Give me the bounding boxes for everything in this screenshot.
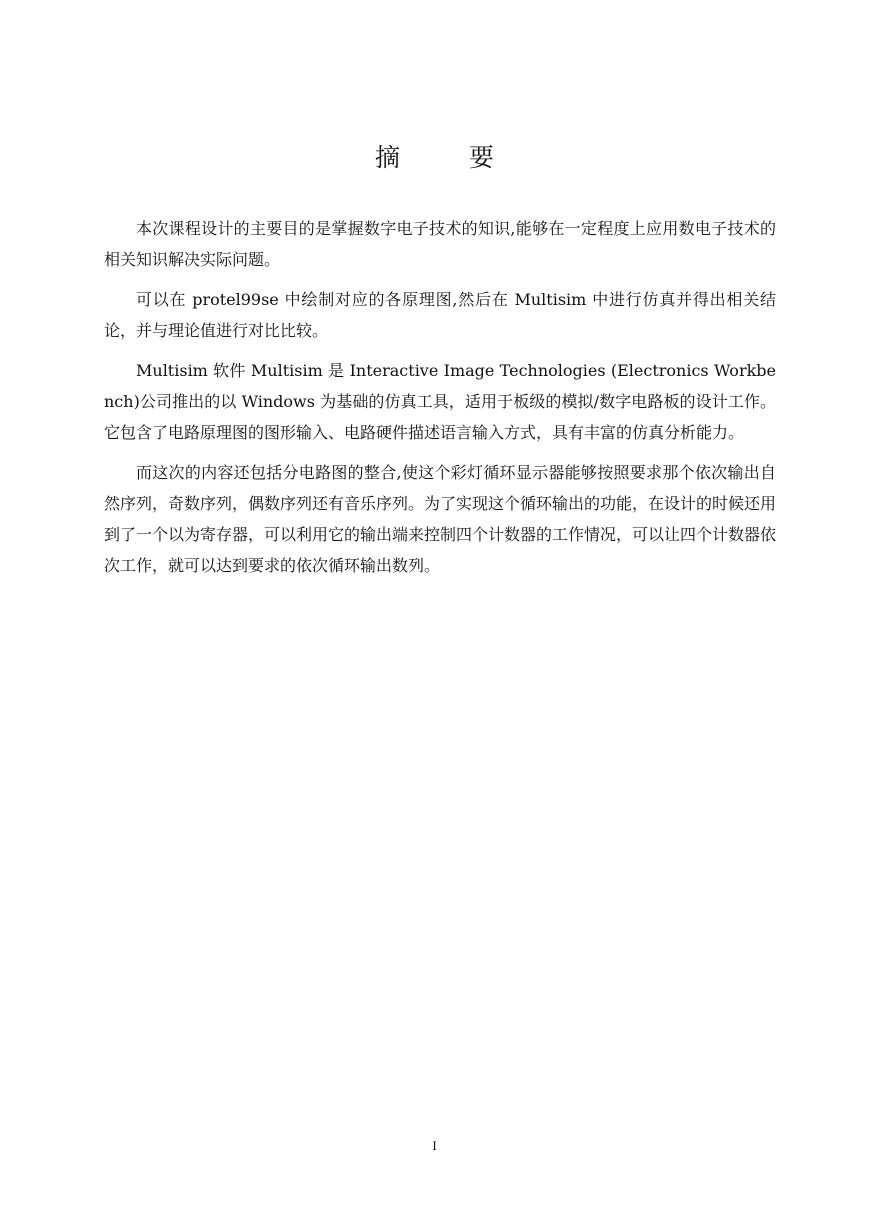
page-number: I: [432, 1138, 437, 1153]
abstract-paragraph-3: Multisim 软件 Multisim 是 Interactive Image Technologies (Electronics Workbench)公司推出的以 Windows 为基础的仿真工具，适用于板级的模拟/数字电路板的设计工作。它包含了电路原理图的图形输入、电路硬件描述语言输入方式，具有丰富的仿真分析能力。: [104, 361, 776, 442]
abstract-title: 摘 要: [374, 143, 516, 172]
abstract-paragraph-4: 而这次的内容还包括分电路图的整合,使这个彩灯循环显示器能够按照要求那个依次输出自然序列，奇数序列，偶数序列还有音乐序列。为了实现这个循环输出的功能，在设计的时候还用到了一个以为寄存器，可以利用它的输出端来控制四个计数器的工作情况，可以让四个计数器依次工作，就可以达到要求的依次循环输出数列。: [104, 463, 777, 575]
abstract-paragraph-2: 可以在 protel99se 中绘制对应的各原理图,然后在 Multisim 中进行仿真并得出相关结论，并与理论值进行对比比较。: [104, 290, 776, 340]
abstract-paragraph-1: 本次课程设计的主要目的是掌握数字电子技术的知识,能够在一定程度上应用数电子技术的相关知识解决实际问题。: [104, 219, 776, 269]
abstract-body: [104, 213, 776, 590]
